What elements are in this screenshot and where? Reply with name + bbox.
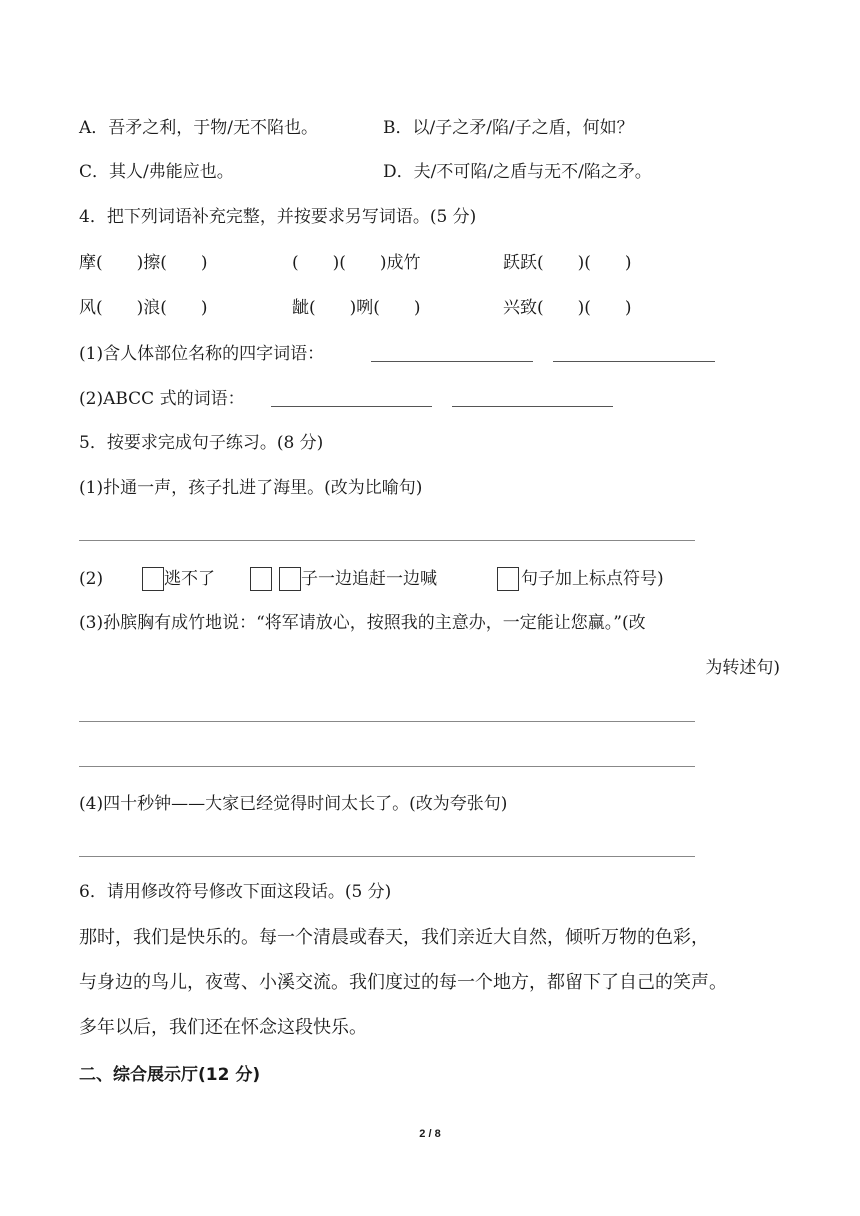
option-c: C．其人/弗能应也。 — [79, 162, 234, 182]
q4-sub2-blank-1[interactable] — [271, 406, 432, 407]
q5-title: 5．按要求完成句子练习。(8 分) — [79, 433, 324, 453]
q4-sub1-blank-2[interactable] — [553, 361, 715, 362]
q4-word-2: ( )( )成竹 — [292, 253, 421, 273]
q5-s2-part-b: 子一边追赶一边喊 — [301, 569, 437, 589]
section-2-heading: 二、综合展示厅(12 分) — [79, 1065, 261, 1085]
q6-paragraph-line-3: 多年以后，我们还在怀念这段快乐。 — [79, 1017, 367, 1038]
punct-box-3[interactable] — [279, 567, 301, 591]
q5-s4: (4)四十秒钟——大家已经觉得时间太长了。(改为夸张句) — [79, 794, 508, 814]
punct-box-1[interactable] — [142, 567, 164, 591]
q4-sub1: (1)含人体部位名称的四字词语： — [79, 344, 325, 364]
punct-box-4[interactable] — [497, 567, 519, 591]
q5-s3: (3)孙膑胸有成竹地说：“将军请放心，按照我的主意办，一定能让您赢。”(改 — [79, 613, 646, 633]
q5-s1-answer-line[interactable] — [79, 540, 695, 541]
q6-paragraph-line-1: 那时，我们是快乐的。每一个清晨或春天，我们亲近大自然，倾听万物的色彩， — [79, 927, 709, 948]
punct-box-2[interactable] — [250, 567, 272, 591]
q5-s3-answer-line-1[interactable] — [79, 721, 695, 722]
q5-s2-part-c: 句子加上标点符号) — [521, 569, 664, 589]
q6-title: 6．请用修改符号修改下面这段话。(5 分) — [79, 882, 392, 902]
q4-word-1: 摩( )擦( ) — [79, 253, 208, 273]
q4-word-4: 风( )浪( ) — [79, 298, 208, 318]
q6-paragraph-line-2: 与身边的鸟儿，夜莺、小溪交流。我们度过的每一个地方，都留下了自己的笑声。 — [79, 972, 727, 993]
page-number: 2 / 8 — [419, 1128, 441, 1140]
option-b: B．以/子之矛/陷/子之盾，何如？ — [383, 118, 634, 138]
q5-s3-continued: 为转述句) — [705, 658, 780, 678]
q5-s4-answer-line[interactable] — [79, 856, 695, 857]
q5-s1: (1)扑通一声，孩子扎进了海里。(改为比喻句) — [79, 478, 423, 498]
option-d: D．夫/不可陷/之盾与无不/陷之矛。 — [383, 162, 652, 182]
q5-s3-answer-line-2[interactable] — [79, 766, 695, 767]
q5-s2-part-a: 逃不了 — [164, 569, 215, 589]
option-a: A．吾矛之利，于物/无不陷也。 — [79, 118, 319, 138]
q4-title: 4．把下列词语补充完整，并按要求另写词语。(5 分) — [79, 207, 477, 227]
q4-word-6: 兴致( )( ) — [503, 298, 632, 318]
q4-sub2-blank-2[interactable] — [452, 406, 613, 407]
q4-sub2: (2)ABCC 式的词语： — [79, 389, 245, 409]
q4-word-5: 龇( )咧( ) — [292, 298, 421, 318]
q4-sub1-blank-1[interactable] — [371, 361, 533, 362]
q5-s2-number: (2) — [79, 569, 104, 589]
q4-word-3: 跃跃( )( ) — [503, 253, 632, 273]
